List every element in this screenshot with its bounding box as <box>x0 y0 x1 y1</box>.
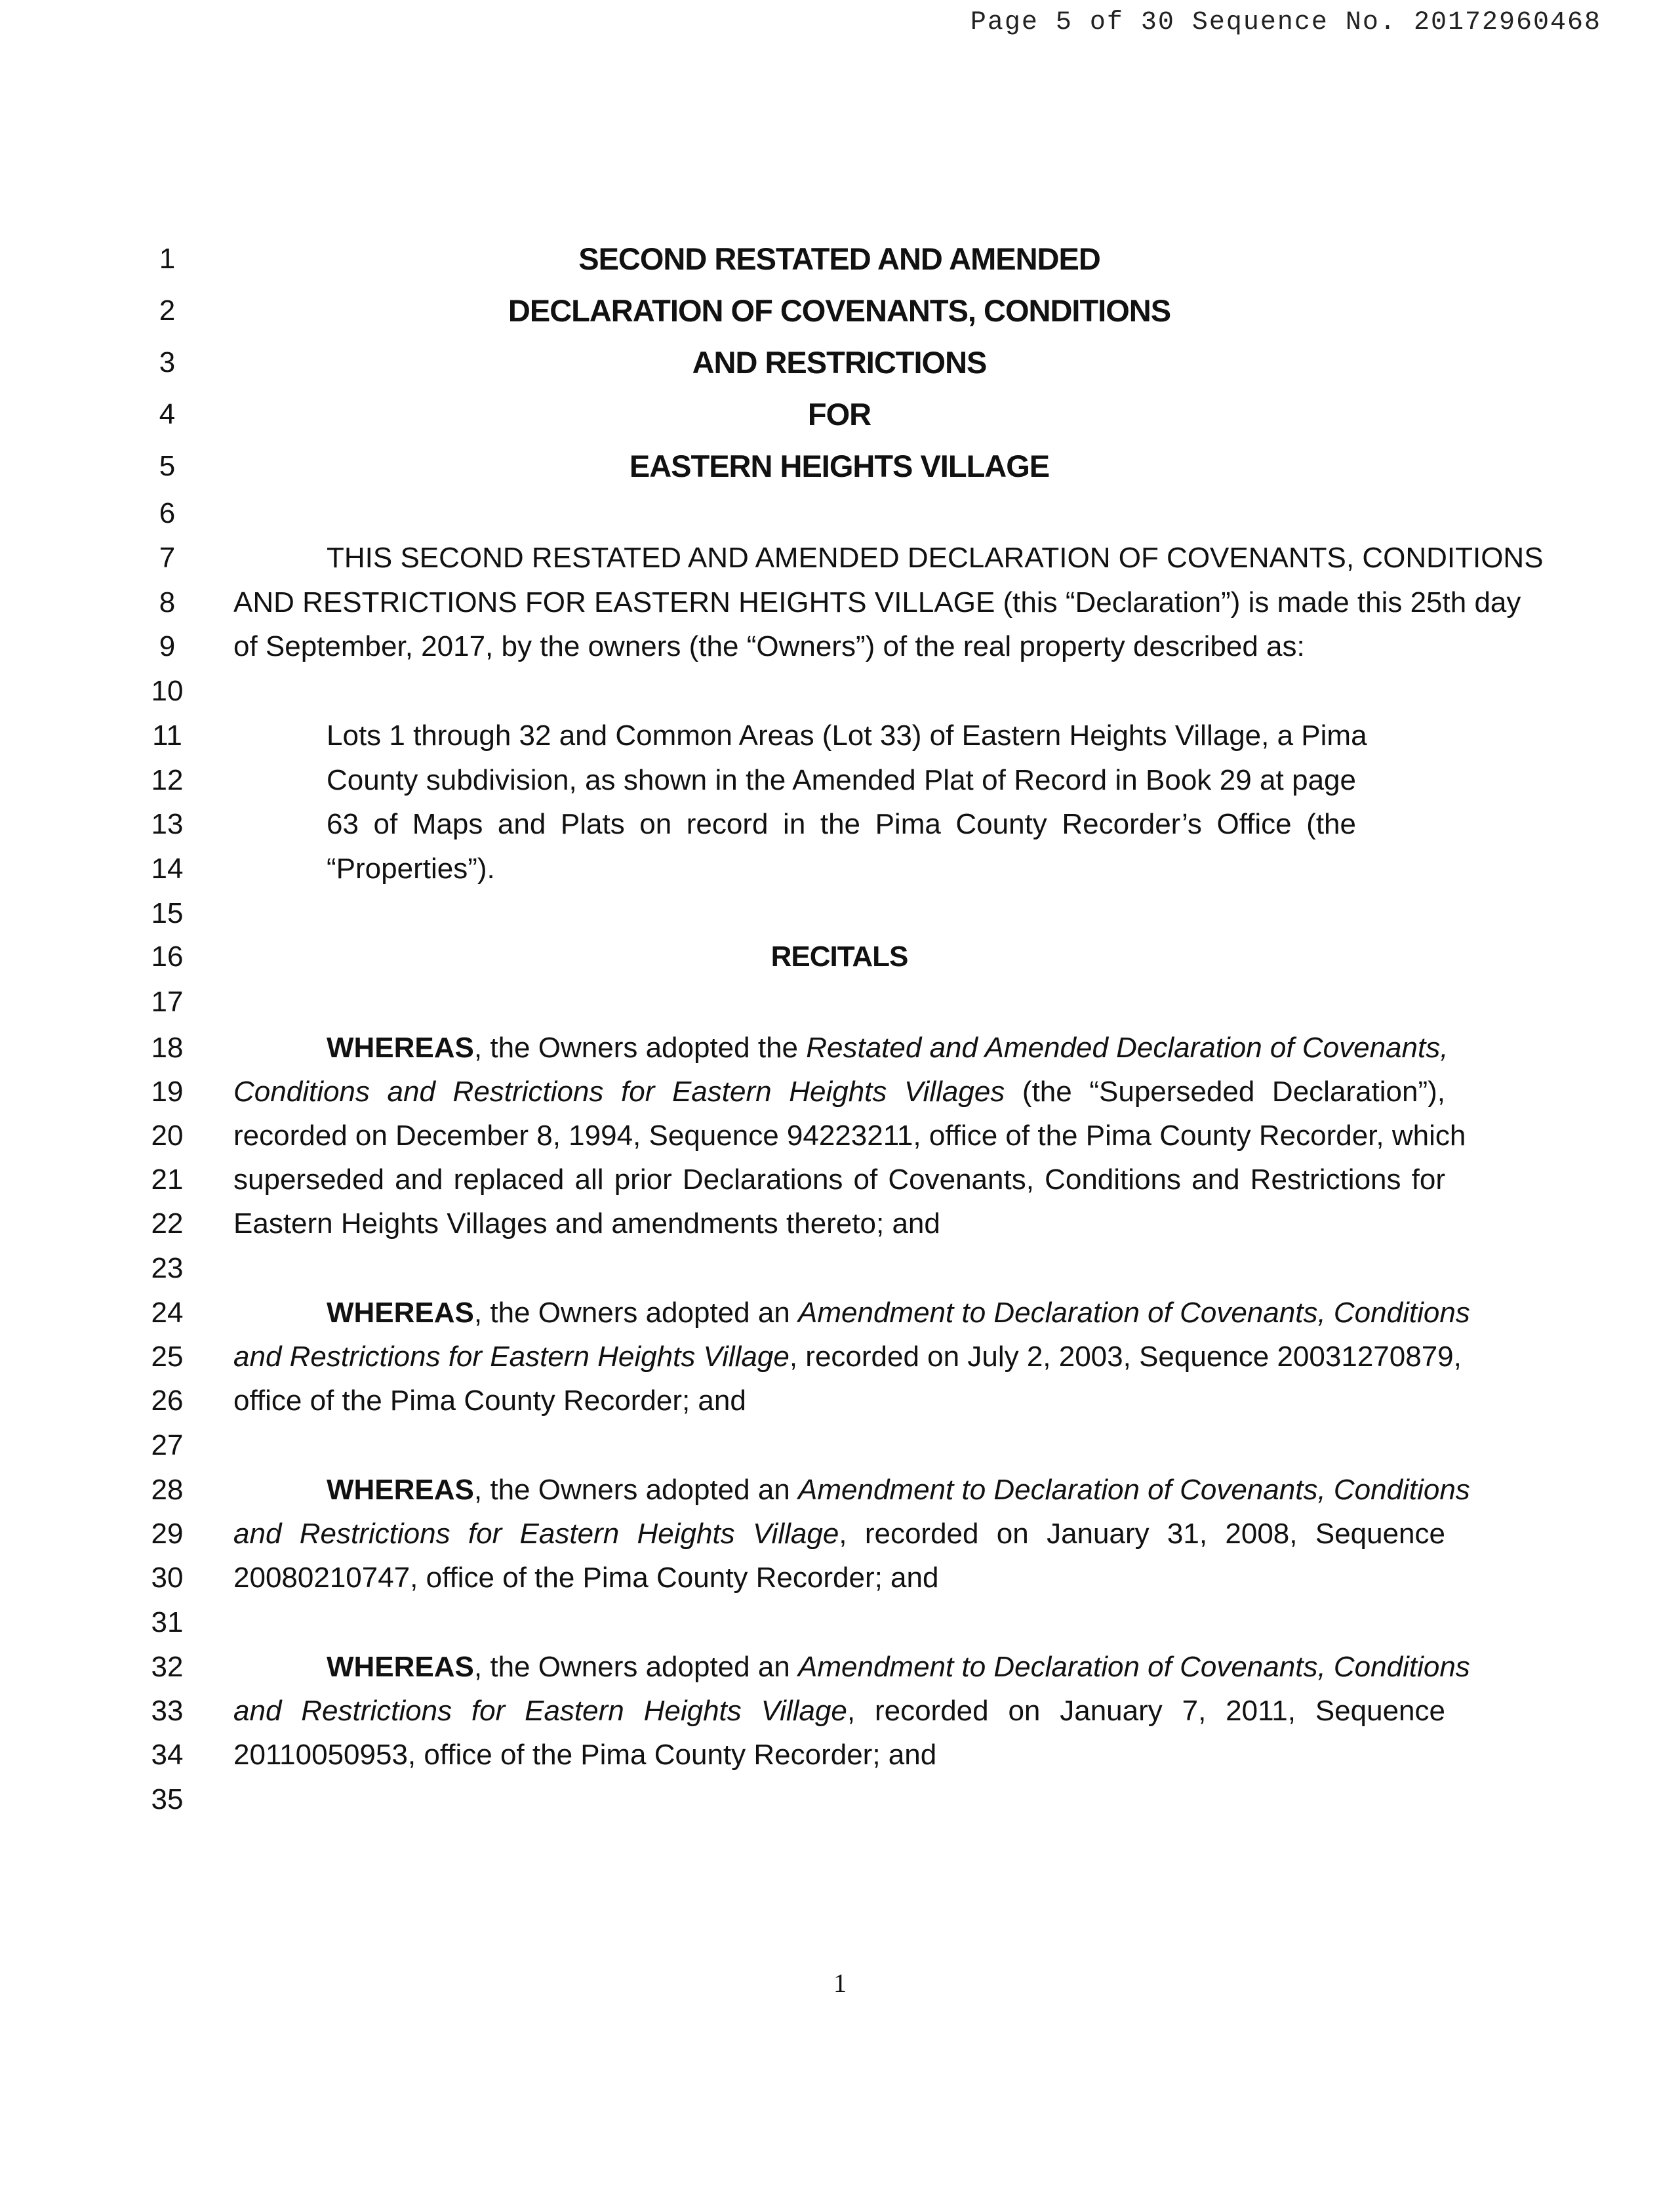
line-number: 26 <box>151 1385 184 1417</box>
whereas1-line-20: recorded on December 8, 1994, Sequence 94223211, office of the Pima County Recorder, which <box>233 1120 1466 1152</box>
whereas-keyword: WHEREAS <box>327 1651 474 1683</box>
whereas-keyword: WHEREAS <box>327 1297 474 1329</box>
property-line-13: 63 of Maps and Plats on record in the Pima County Recorder’s Office (the <box>327 808 1356 840</box>
line-number: 5 <box>159 450 176 482</box>
line-number: 13 <box>151 808 184 840</box>
line-number: 22 <box>151 1207 184 1240</box>
intro-line-7: THIS SECOND RESTATED AND AMENDED DECLARATION OF COVENANTS, CONDITIONS <box>327 542 1544 574</box>
property-line-12: County subdivision, as shown in the Amended Plat of Record in Book 29 at page <box>327 764 1356 796</box>
line-number: 34 <box>151 1739 184 1771</box>
intro-line-8: AND RESTRICTIONS FOR EASTERN HEIGHTS VILLAGE (this “Declaration”) is made this 25th day <box>233 586 1521 618</box>
line-number: 6 <box>159 497 176 529</box>
page-sequence-stamp: Page 5 of 30 Sequence No. 20172960468 <box>970 8 1601 37</box>
whereas1-line-18: WHEREAS, the Owners adopted the Restated and Amended Declaration of Covenants, <box>327 1032 1449 1064</box>
title-line-3: AND RESTRICTIONS <box>692 345 987 380</box>
line-number: 25 <box>151 1341 184 1373</box>
line-number: 9 <box>159 630 176 662</box>
whereas3-line-29: and Restrictions for Eastern Heights Village, recorded on January 31, 2008, Sequence <box>233 1518 1445 1550</box>
recitals-heading: RECITALS <box>770 941 908 973</box>
line-number: 19 <box>151 1076 184 1108</box>
whereas2-line-25: and Restrictions for Eastern Heights Village, recorded on July 2, 2003, Sequence 20031270879, <box>233 1341 1462 1373</box>
line-number: 15 <box>151 897 184 929</box>
page-number: 1 <box>833 1968 847 1998</box>
whereas3-line-30: 20080210747, office of the Pima County Recorder; and <box>233 1562 939 1594</box>
line-number: 1 <box>159 243 176 275</box>
line-number: 28 <box>151 1474 184 1506</box>
line-number: 20 <box>151 1120 184 1152</box>
whereas1-line-19: Conditions and Restrictions for Eastern Heights Villages (the “Superseded Declaration”), <box>233 1076 1446 1108</box>
whereas2-line-26: office of the Pima County Recorder; and <box>233 1385 746 1417</box>
document-title-italic: Restated and Amended Declaration of Covenants, <box>806 1032 1449 1064</box>
whereas4-line-32: WHEREAS, the Owners adopted an Amendment to Declaration of Covenants, Conditions <box>327 1651 1470 1683</box>
whereas-keyword: WHEREAS <box>327 1474 474 1506</box>
whereas4-line-33: and Restrictions for Eastern Heights Village, recorded on January 7, 2011, Sequence <box>233 1695 1445 1727</box>
line-number: 32 <box>151 1651 184 1683</box>
line-number: 16 <box>151 941 184 973</box>
whereas-keyword: WHEREAS <box>327 1032 474 1064</box>
line-number: 12 <box>151 764 184 796</box>
line-number: 21 <box>151 1164 184 1196</box>
line-number: 33 <box>151 1695 184 1727</box>
line-number: 23 <box>151 1252 184 1284</box>
whereas1-line-21: superseded and replaced all prior Declarations of Covenants, Conditions and Restrictions for <box>233 1164 1445 1196</box>
property-line-11: Lots 1 through 32 and Common Areas (Lot 33) of Eastern Heights Village, a Pima <box>327 719 1367 752</box>
line-number: 14 <box>151 853 184 885</box>
line-number: 10 <box>151 675 184 707</box>
property-line-14: “Properties”). <box>327 853 495 885</box>
line-number: 11 <box>152 719 182 752</box>
whereas2-line-24: WHEREAS, the Owners adopted an Amendment to Declaration of Covenants, Conditions <box>327 1297 1470 1329</box>
title-line-2: DECLARATION OF COVENANTS, CONDITIONS <box>508 293 1171 328</box>
title-line-4: FOR <box>807 397 871 432</box>
line-number: 31 <box>151 1606 184 1638</box>
line-number: 8 <box>159 586 176 618</box>
line-number: 7 <box>159 542 176 574</box>
whereas1-line-22: Eastern Heights Villages and amendments thereto; and <box>233 1207 940 1240</box>
line-number: 24 <box>151 1297 184 1329</box>
line-number: 29 <box>151 1518 184 1550</box>
line-number: 17 <box>151 986 184 1018</box>
whereas3-line-28: WHEREAS, the Owners adopted an Amendment to Declaration of Covenants, Conditions <box>327 1474 1470 1506</box>
line-number: 30 <box>151 1562 184 1594</box>
whereas4-line-34: 20110050953, office of the Pima County Recorder; and <box>233 1739 937 1771</box>
intro-line-9: of September, 2017, by the owners (the “Owners”) of the real property described as: <box>233 630 1305 662</box>
line-number: 35 <box>151 1783 184 1815</box>
line-number: 4 <box>159 398 176 430</box>
line-number: 3 <box>159 346 176 378</box>
title-line-1: SECOND RESTATED AND AMENDED <box>578 241 1100 276</box>
line-number: 27 <box>151 1429 184 1461</box>
title-line-5: EASTERN HEIGHTS VILLAGE <box>629 449 1050 483</box>
line-number: 18 <box>151 1032 184 1064</box>
line-number: 2 <box>159 294 176 327</box>
